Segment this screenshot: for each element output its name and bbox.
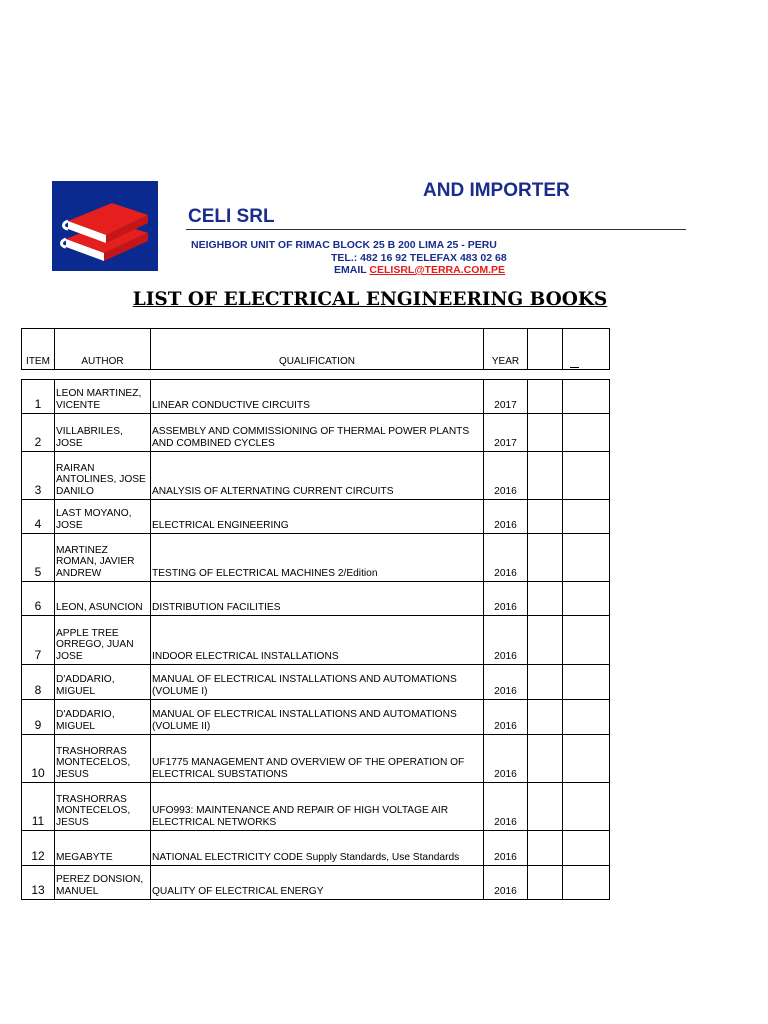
company-address: NEIGHBOR UNIT OF RIMAC BLOCK 25 B 200 LIMA 25 - PERU [191, 239, 497, 251]
cell-blank-1 [528, 831, 563, 866]
cell-blank-1 [528, 500, 563, 534]
cell-author: VILLABRILES, JOSE [55, 414, 151, 452]
cell-author: RAIRAN ANTOLINES, JOSE DANILO [55, 452, 151, 500]
cell-qualification: DISTRIBUTION FACILITIES [151, 582, 484, 616]
cell-item: 10 [22, 735, 55, 783]
cell-blank-1 [528, 866, 563, 900]
cell-item: 5 [22, 534, 55, 582]
cell-item: 9 [22, 700, 55, 735]
cell-qualification: TESTING OF ELECTRICAL MACHINES 2/Edition [151, 534, 484, 582]
cell-blank-1 [528, 582, 563, 616]
cell-blank-1 [528, 414, 563, 452]
cell-blank-2 [563, 534, 610, 582]
cell-blank-1 [528, 665, 563, 700]
cell-item: 11 [22, 783, 55, 831]
cell-year: 2016 [484, 866, 528, 900]
company-name: CELI SRL [188, 206, 275, 227]
cell-item: 13 [22, 866, 55, 900]
cell-blank-2 [563, 582, 610, 616]
cell-qualification: MANUAL OF ELECTRICAL INSTALLATIONS AND AUTOMATIONS (VOLUME II) [151, 700, 484, 735]
cell-blank-2 [563, 783, 610, 831]
cell-year: 2016 [484, 500, 528, 534]
cell-blank-1 [528, 452, 563, 500]
cell-blank-2 [563, 452, 610, 500]
table-row [22, 380, 610, 414]
cell-year: 2017 [484, 414, 528, 452]
table-row [22, 452, 610, 500]
cell-author: LEON MARTINEZ, VICENTE [55, 380, 151, 414]
table-row [22, 866, 610, 900]
cell-year: 2016 [484, 783, 528, 831]
cell-qualification: QUALITY OF ELECTRICAL ENERGY [151, 866, 484, 900]
company-tagline: AND IMPORTER [423, 180, 570, 201]
cell-blank-2 [563, 414, 610, 452]
cell-blank-2 [563, 866, 610, 900]
cell-blank-1 [528, 783, 563, 831]
cell-author: LAST MOYANO, JOSE [55, 500, 151, 534]
cell-blank-1 [528, 380, 563, 414]
cell-item: 1 [22, 380, 55, 414]
cell-qualification: UFO993: MAINTENANCE AND REPAIR OF HIGH VOLTAGE AIR ELECTRICAL NETWORKS [151, 783, 484, 831]
cell-author: MEGABYTE [55, 831, 151, 866]
email-label: EMAIL [334, 264, 370, 276]
cell-blank-2 [563, 380, 610, 414]
cell-item: 8 [22, 665, 55, 700]
table-row [22, 616, 610, 665]
table-row [22, 831, 610, 866]
cell-year: 2016 [484, 452, 528, 500]
cell-author: PEREZ DONSION, MANUEL [55, 866, 151, 900]
table-row [22, 500, 610, 534]
books-stack-icon [52, 181, 158, 271]
cell-item: 3 [22, 452, 55, 500]
cell-author: D'ADDARIO, MIGUEL [55, 665, 151, 700]
cell-item: 2 [22, 414, 55, 452]
cell-year: 2016 [484, 831, 528, 866]
cell-author: APPLE TREE ORREGO, JUAN JOSE [55, 616, 151, 665]
cell-blank-2 [563, 665, 610, 700]
cell-qualification: ASSEMBLY AND COMMISSIONING OF THERMAL POWER PLANTS AND COMBINED CYCLES [151, 414, 484, 452]
cell-qualification: ANALYSIS OF ALTERNATING CURRENT CIRCUITS [151, 452, 484, 500]
cell-blank-1 [528, 700, 563, 735]
cell-qualification: NATIONAL ELECTRICITY CODE Supply Standards, Use Standards [151, 831, 484, 866]
table-row [22, 735, 610, 783]
cell-item: 6 [22, 582, 55, 616]
cell-year: 2016 [484, 534, 528, 582]
cell-year: 2016 [484, 616, 528, 665]
cell-blank-2 [563, 735, 610, 783]
cell-blank-2 [563, 500, 610, 534]
cell-blank-2 [563, 616, 610, 665]
header-divider [186, 229, 686, 230]
column-header-author: AUTHOR [55, 329, 151, 370]
cell-item: 7 [22, 616, 55, 665]
column-header-blank-2 [563, 329, 610, 370]
cell-author: TRASHORRAS MONTECELOS, JESUS [55, 783, 151, 831]
cell-qualification: LINEAR CONDUCTIVE CIRCUITS [151, 380, 484, 414]
cell-blank-1 [528, 616, 563, 665]
table-row [22, 414, 610, 452]
table-row [22, 534, 610, 582]
cell-blank-1 [528, 735, 563, 783]
column-header-qualification: QUALIFICATION [151, 329, 484, 370]
table-row [22, 582, 610, 616]
books-table [21, 379, 610, 900]
cell-item: 12 [22, 831, 55, 866]
company-email [334, 264, 505, 276]
cell-qualification: UF1775 MANAGEMENT AND OVERVIEW OF THE OPERATION OF ELECTRICAL SUBSTATIONS [151, 735, 484, 783]
document-title: LIST OF ELECTRICAL ENGINEERING BOOKS [132, 289, 608, 310]
cell-year: 2016 [484, 665, 528, 700]
cell-qualification: INDOOR ELECTRICAL INSTALLATIONS [151, 616, 484, 665]
cell-qualification: ELECTRICAL ENGINEERING [151, 500, 484, 534]
table-header [21, 328, 610, 370]
cell-year: 2016 [484, 700, 528, 735]
cell-year: 2017 [484, 380, 528, 414]
company-phone: TEL.: 482 16 92 TELEFAX 483 02 68 [331, 252, 507, 264]
column-header-year: YEAR [484, 329, 528, 370]
cell-author: MARTINEZ ROMAN, JAVIER ANDREW [55, 534, 151, 582]
table-row [22, 700, 610, 735]
cell-year: 2016 [484, 735, 528, 783]
cell-year: 2016 [484, 582, 528, 616]
column-header-blank-1 [528, 329, 563, 370]
cell-blank-2 [563, 700, 610, 735]
table-row [22, 665, 610, 700]
table-row [22, 783, 610, 831]
email-link[interactable]: CELISRL@TERRA.COM.PE [369, 264, 506, 276]
cell-blank-2 [563, 831, 610, 866]
column-header-item: ITEM [22, 329, 55, 370]
cell-qualification: MANUAL OF ELECTRICAL INSTALLATIONS AND AUTOMATIONS (VOLUME I) [151, 665, 484, 700]
cell-author: LEON, ASUNCION [55, 582, 151, 616]
cell-author: TRASHORRAS MONTECELOS, JESUS [55, 735, 151, 783]
cell-blank-1 [528, 534, 563, 582]
cell-author: D'ADDARIO, MIGUEL [55, 700, 151, 735]
cell-item: 4 [22, 500, 55, 534]
